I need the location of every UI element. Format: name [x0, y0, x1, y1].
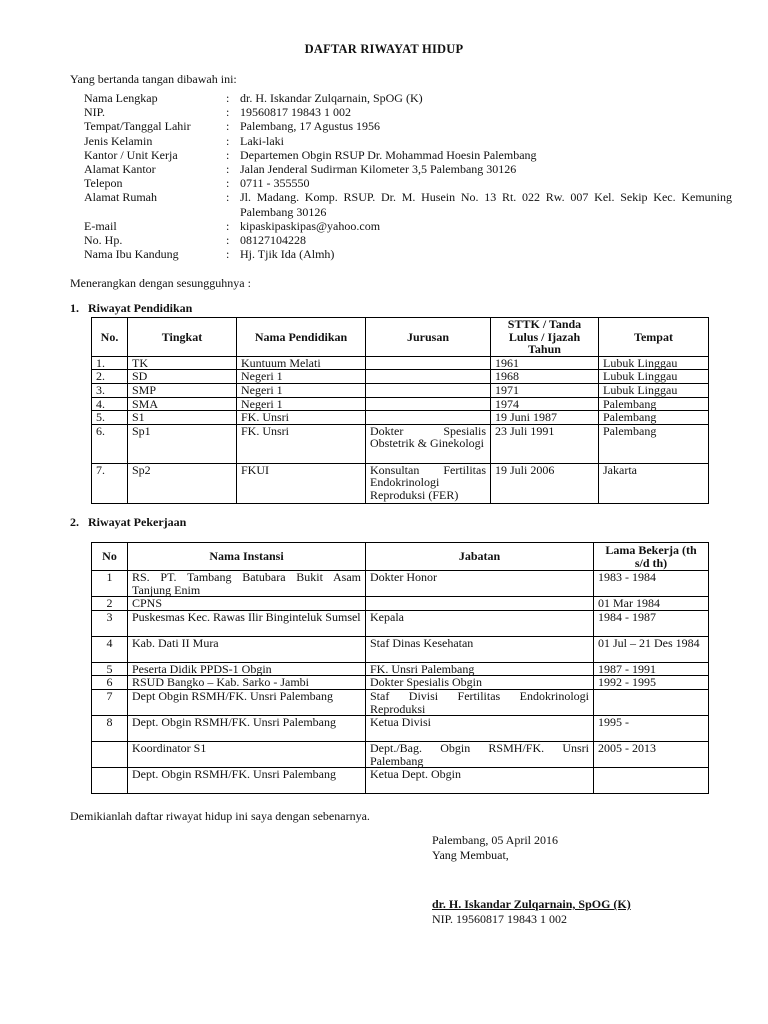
- identity-colon: :: [226, 176, 230, 191]
- work-lama-cell: 01 Jul – 21 Des 1984: [594, 636, 709, 662]
- identity-label: Tempat/Tanggal Lahir: [84, 119, 191, 134]
- work-no-cell: 4: [92, 636, 128, 662]
- work-jabatan-cell: Staf Divisi Fertilitas Endokrinologi Reproduksi: [366, 689, 594, 715]
- work-lama-cell: 1983 - 1984: [594, 571, 709, 597]
- edu-tingkat-cell: SMA: [128, 397, 237, 411]
- identity-value: 19560817 19843 1 002: [240, 105, 351, 120]
- identity-row: [84, 148, 732, 162]
- employment-row: [92, 597, 709, 611]
- work-instansi-cell: Puskesmas Kec. Rawas Ilir Binginteluk Sumsel: [128, 610, 366, 636]
- employment-table: [91, 542, 709, 794]
- identity-row: [84, 233, 732, 247]
- employment-row: [92, 610, 709, 636]
- work-jabatan-cell: Ketua Dept. Obgin: [366, 768, 594, 794]
- identity-colon: :: [226, 133, 230, 148]
- identity-row: [84, 162, 732, 176]
- education-heading: [70, 301, 192, 316]
- edu-header-sttk: STTK / Tanda Lulus / Ijazah Tahun: [491, 318, 599, 357]
- work-lama-cell: 1987 - 1991: [594, 662, 709, 676]
- identity-label: Nama Ibu Kandung: [84, 247, 179, 262]
- identity-value: dr. H. Iskandar Zulqarnain, SpOG (K): [240, 91, 423, 105]
- edu-header-tingkat: Tingkat: [128, 318, 237, 357]
- education-row: [92, 463, 709, 503]
- signature-name: dr. H. Iskandar Zulqarnain, SpOG (K): [432, 897, 631, 911]
- identity-row: [84, 91, 732, 105]
- edu-tahun-cell: 19 Juli 2006: [491, 463, 599, 503]
- work-no-cell: 2: [92, 597, 128, 611]
- identity-row: [84, 176, 732, 190]
- work-instansi-cell: Dept Obgin RSMH/FK. Unsri Palembang: [128, 689, 366, 715]
- edu-nama-cell: Negeri 1: [237, 370, 366, 384]
- identity-label: NIP.: [84, 105, 106, 120]
- edu-header-no: No.: [92, 318, 128, 357]
- edu-no-cell: 1.: [92, 356, 128, 370]
- identity-value: Departemen Obgin RSUP Dr. Mohammad Hoesin Palembang: [240, 147, 537, 162]
- identity-colon: :: [226, 233, 230, 248]
- edu-tahun-cell: 1974: [491, 397, 599, 411]
- work-lama-cell: [594, 689, 709, 715]
- signature-nip: NIP. 19560817 19843 1 002: [432, 912, 568, 926]
- identity-label: Kantor / Unit Kerja: [84, 147, 178, 162]
- work-instansi-cell: Kab. Dati II Mura: [128, 636, 366, 662]
- work-lama-cell: 2005 - 2013: [594, 742, 709, 768]
- edu-tempat-cell: Lubuk Linggau: [599, 370, 709, 384]
- identity-row: [84, 219, 732, 233]
- work-header-jabatan: Jabatan: [366, 543, 594, 571]
- work-jabatan-cell: [366, 597, 594, 611]
- work-instansi-cell: Peserta Didik PPDS-1 Obgin: [128, 662, 366, 676]
- identity-value: kipaskipaskipas@yahoo.com: [240, 218, 381, 233]
- education-row: [92, 397, 709, 411]
- work-lama-cell: [594, 768, 709, 794]
- work-no-cell: [92, 742, 128, 768]
- work-instansi-cell: Koordinator S1: [128, 742, 366, 768]
- edu-nama-cell: Negeri 1: [237, 383, 366, 397]
- edu-nama-cell: Kuntuum Melati: [237, 356, 366, 370]
- education-table: [91, 317, 709, 504]
- edu-no-cell: 5.: [92, 411, 128, 425]
- edu-no-cell: 4.: [92, 397, 128, 411]
- identity-label: Telepon: [84, 176, 123, 191]
- edu-jurusan-cell: [366, 370, 491, 384]
- edu-nama-cell: Negeri 1: [237, 397, 366, 411]
- work-instansi-cell: CPNS: [128, 597, 366, 611]
- edu-tingkat-cell: Sp2: [128, 463, 237, 503]
- edu-tempat-cell: Lubuk Linggau: [599, 356, 709, 370]
- work-no-cell: 1: [92, 571, 128, 597]
- identity-label: Alamat Rumah: [84, 190, 157, 205]
- identity-colon: :: [226, 119, 230, 134]
- identity-label: Nama Lengkap: [84, 91, 158, 105]
- work-no-cell: 6: [92, 676, 128, 690]
- edu-tingkat-cell: SD: [128, 370, 237, 384]
- work-jabatan-cell: Dept./Bag. Obgin RSMH/FK. Unsri Palembang: [366, 742, 594, 768]
- edu-jurusan-cell: [366, 411, 491, 425]
- intro-text: Yang bertanda tangan dibawah ini:: [70, 72, 237, 86]
- identity-label: No. Hp.: [84, 233, 123, 248]
- edu-tingkat-cell: S1: [128, 411, 237, 425]
- identity-label: Jenis Kelamin: [84, 133, 153, 148]
- edu-tahun-cell: 1971: [491, 383, 599, 397]
- edu-tempat-cell: Palembang: [599, 397, 709, 411]
- edu-jurusan-cell: Dokter Spesialis Obstetrik & Ginekologi: [366, 424, 491, 463]
- identity-colon: :: [226, 147, 230, 162]
- work-jabatan-cell: FK. Unsri Palembang: [366, 662, 594, 676]
- employment-heading: [70, 515, 186, 530]
- work-no-cell: 7: [92, 689, 128, 715]
- work-instansi-cell: RS. PT. Tambang Batubara Bukit Asam Tanjung Enim: [128, 571, 366, 597]
- signature-made-by: Yang Membuat,: [432, 848, 509, 862]
- identity-colon: :: [226, 105, 230, 120]
- education-row: [92, 424, 709, 463]
- employment-row: [92, 742, 709, 768]
- work-lama-cell: 01 Mar 1984: [594, 597, 709, 611]
- edu-jurusan-cell: [366, 356, 491, 370]
- edu-tempat-cell: Palembang: [599, 411, 709, 425]
- identity-row: [84, 105, 732, 119]
- identity-value: 08127104228: [240, 233, 306, 248]
- edu-tahun-cell: 1968: [491, 370, 599, 384]
- edu-tingkat-cell: SMP: [128, 383, 237, 397]
- identity-colon: :: [226, 190, 230, 205]
- identity-value: 0711 - 355550: [240, 176, 310, 191]
- employment-row: [92, 689, 709, 715]
- work-lama-cell: 1995 -: [594, 716, 709, 742]
- identity-row: [84, 119, 732, 133]
- education-row: [92, 383, 709, 397]
- identity-colon: :: [226, 218, 230, 233]
- edu-no-cell: 3.: [92, 383, 128, 397]
- signature-place-date: Palembang, 05 April 2016: [432, 833, 558, 847]
- edu-nama-cell: FK. Unsri: [237, 424, 366, 463]
- edu-tempat-cell: Lubuk Linggau: [599, 383, 709, 397]
- identity-row: [84, 134, 732, 148]
- document-title: DAFTAR RIWAYAT HIDUP: [304, 42, 464, 56]
- work-instansi-cell: RSUD Bangko – Kab. Sarko - Jambi: [128, 676, 366, 690]
- education-row: [92, 356, 709, 370]
- education-row: [92, 370, 709, 384]
- work-header-lama: Lama Bekerja (th s/d th): [594, 543, 709, 571]
- work-lama-cell: 1984 - 1987: [594, 610, 709, 636]
- edu-tempat-cell: Palembang: [599, 424, 709, 463]
- identity-value: Palembang, 17 Agustus 1956: [240, 119, 380, 134]
- employment-row: [92, 636, 709, 662]
- edu-header-jurusan: Jurusan: [366, 318, 491, 357]
- edu-no-cell: 2.: [92, 370, 128, 384]
- employment-row: [92, 768, 709, 794]
- education-row: [92, 411, 709, 425]
- edu-header-nama: Nama Pendidikan: [237, 318, 366, 357]
- work-jabatan-cell: Dokter Honor: [366, 571, 594, 597]
- edu-nama-cell: FKUI: [237, 463, 366, 503]
- identity-value: Laki-laki: [240, 133, 284, 148]
- work-no-cell: 3: [92, 610, 128, 636]
- work-header-no: No: [92, 543, 128, 571]
- work-jabatan-cell: Kepala: [366, 610, 594, 636]
- employment-row: [92, 716, 709, 742]
- work-no-cell: 8: [92, 716, 128, 742]
- edu-jurusan-cell: [366, 383, 491, 397]
- edu-no-cell: 7.: [92, 463, 128, 503]
- work-header-instansi: Nama Instansi: [128, 543, 366, 571]
- work-jabatan-cell: Ketua Divisi: [366, 716, 594, 742]
- work-jabatan-cell: Dokter Spesialis Obgin: [366, 676, 594, 690]
- declaration-text: Menerangkan dengan sesungguhnya :: [70, 276, 251, 290]
- identity-value: Hj. Tjik Ida (Almh): [240, 247, 335, 262]
- edu-tahun-cell: 23 Juli 1991: [491, 424, 599, 463]
- edu-jurusan-cell: Konsultan Fertilitas Endokrinologi Reproduksi (FER): [366, 463, 491, 503]
- identity-colon: :: [226, 247, 230, 262]
- identity-label: E-mail: [84, 218, 117, 233]
- identity-colon: :: [226, 162, 230, 177]
- edu-no-cell: 6.: [92, 424, 128, 463]
- identity-colon: :: [226, 91, 230, 105]
- work-lama-cell: 1992 - 1995: [594, 676, 709, 690]
- edu-tahun-cell: 19 Juni 1987: [491, 411, 599, 425]
- employment-row: [92, 676, 709, 690]
- education-heading-text: Riwayat Pendidikan: [88, 301, 193, 315]
- edu-nama-cell: FK. Unsri: [237, 411, 366, 425]
- identity-row: [84, 247, 732, 261]
- identity-row: [84, 190, 732, 218]
- employment-row: [92, 571, 709, 597]
- signature-block: [432, 833, 631, 927]
- employment-row: [92, 662, 709, 676]
- employment-heading-text: Riwayat Pekerjaan: [88, 515, 187, 529]
- edu-tahun-cell: 1961: [491, 356, 599, 370]
- closing-text: Demikianlah daftar riwayat hidup ini saya dengan sebenarnya.: [70, 809, 370, 823]
- identity-value: Jalan Jenderal Sudirman Kilometer 3,5 Palembang 30126: [240, 162, 517, 177]
- employment-number: 2.: [70, 515, 79, 529]
- edu-jurusan-cell: [366, 397, 491, 411]
- identity-list: [84, 91, 732, 261]
- work-instansi-cell: Dept. Obgin RSMH/FK. Unsri Palembang: [128, 768, 366, 794]
- identity-label: Alamat Kantor: [84, 162, 156, 177]
- work-no-cell: [92, 768, 128, 794]
- work-jabatan-cell: Staf Dinas Kesehatan: [366, 636, 594, 662]
- work-instansi-cell: Dept. Obgin RSMH/FK. Unsri Palembang: [128, 716, 366, 742]
- identity-value: Jl. Madang. Komp. RSUP. Dr. M. Husein No. 13 Rt. 022 Rw. 007 Kel. Sekip Kec. Kemuning Palembang 30126: [240, 190, 732, 219]
- edu-header-tempat: Tempat: [599, 318, 709, 357]
- edu-tingkat-cell: Sp1: [128, 424, 237, 463]
- work-no-cell: 5: [92, 662, 128, 676]
- edu-tingkat-cell: TK: [128, 356, 237, 370]
- edu-tempat-cell: Jakarta: [599, 463, 709, 503]
- education-number: 1.: [70, 301, 79, 315]
